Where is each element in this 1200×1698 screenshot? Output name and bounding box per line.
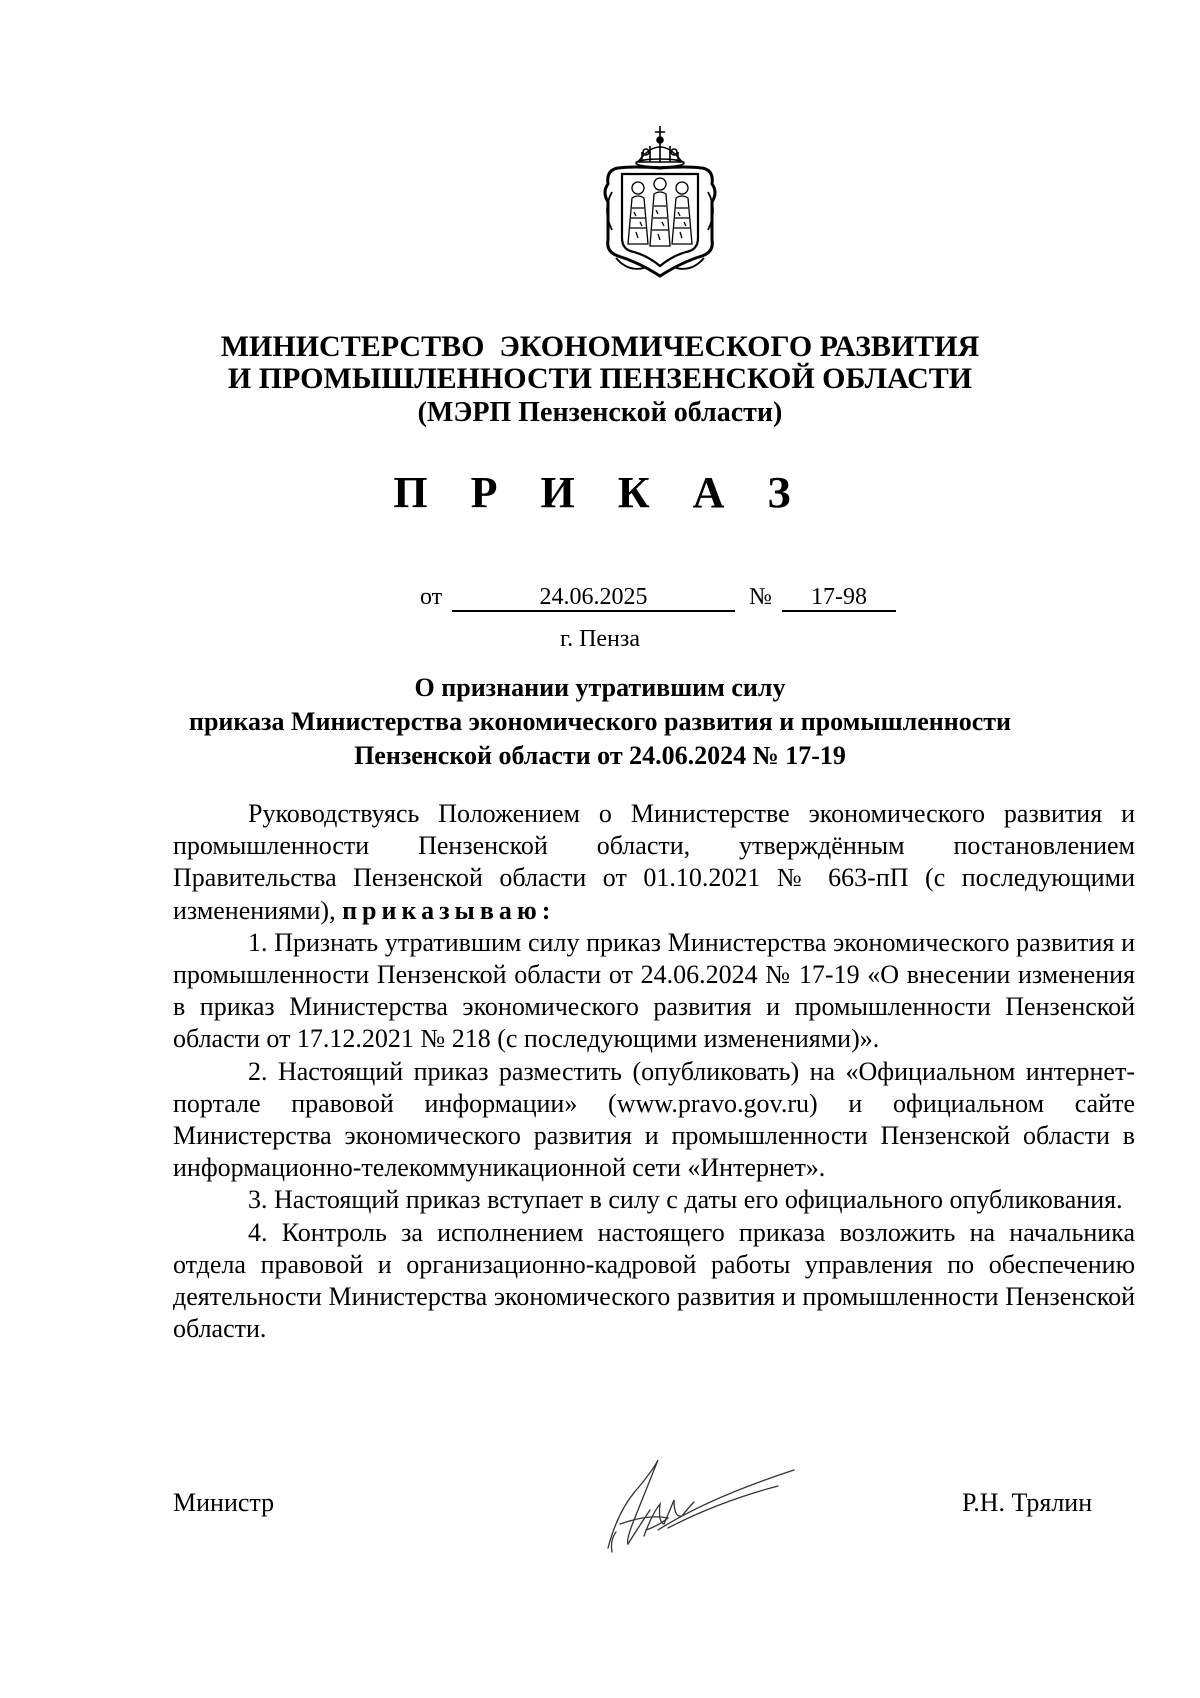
- number-label: №: [749, 584, 772, 610]
- preamble-paragraph: [173, 798, 1135, 927]
- order-item-3: 3. Настоящий приказ вступает в силу с даты его официального опубликования.: [248, 1185, 1123, 1215]
- order-date: 24.06.2025: [452, 584, 735, 612]
- org-name-line-1: МИНИСТЕРСТВО ЭКОНОМИЧЕСКОГО РАЗВИТИЯ: [220, 330, 980, 363]
- order-word: приказываю: [342, 895, 542, 925]
- date-number-line: [420, 584, 920, 614]
- document-title: П Р И К А З: [393, 468, 807, 517]
- order-item-4: 4. Контроль за исполнением настоящего приказа возложить на начальника отдела правовой и организационно-кадровой работы управления по обеспечению деятельности Министерства экономического развития и промышленности Пензенской области.: [173, 1217, 1135, 1344]
- order-item-2: 2. Настоящий приказ разместить (опубликовать) на «Официальном интернет-портале правовой информации» (www.pravo.gov.ru) и официальном сайте Министерства экономического развития и промышленности Пензенской области в информационно-телекоммуникационной сети «Интернет».: [173, 1056, 1135, 1183]
- order-colon: :: [541, 895, 551, 925]
- org-name-line-2: И ПРОМЫШЛЕННОСТИ ПЕНЗЕНСКОЙ ОБЛАСТИ: [227, 362, 973, 395]
- document-body: [173, 798, 1135, 1345]
- signatory-position: Министр: [173, 1488, 275, 1517]
- subject-line-1: О признании утратившим силу: [414, 673, 786, 702]
- subject-line-3: Пензенской области от 24.06.2024 № 17-19: [354, 741, 846, 770]
- city: г. Пенза: [559, 626, 641, 652]
- org-short-name: (МЭРП Пензенской области): [417, 397, 783, 428]
- order-item-1: 1. Признать утратившим силу приказ Министерства экономического развития и промышленности Пензенской области от 24.06.2024 № 17-19 «О внесении изменения в приказ Министерства экономического развития и промышленности Пензенской области от 17.12.2021 № 218 (с последующими изменениями)».: [173, 927, 1135, 1054]
- subject-line-2: приказа Министерства экономического развития и промышленности: [188, 707, 1012, 736]
- signatory-name: Р.Н. Трялин: [962, 1488, 1093, 1517]
- order-number: 17-98: [782, 584, 896, 612]
- handwritten-signature-icon: [598, 1440, 798, 1560]
- date-from-label: от: [420, 584, 443, 610]
- preamble-text: Руководствуясь Положением о Министерстве экономического развития и промышленности Пензенской области, утверждённым постановлением Правительства Пензенской области от 01.10.2021 № 663-пП (с последующими изменениями),: [173, 799, 1135, 925]
- coat-of-arms-icon: [598, 122, 722, 280]
